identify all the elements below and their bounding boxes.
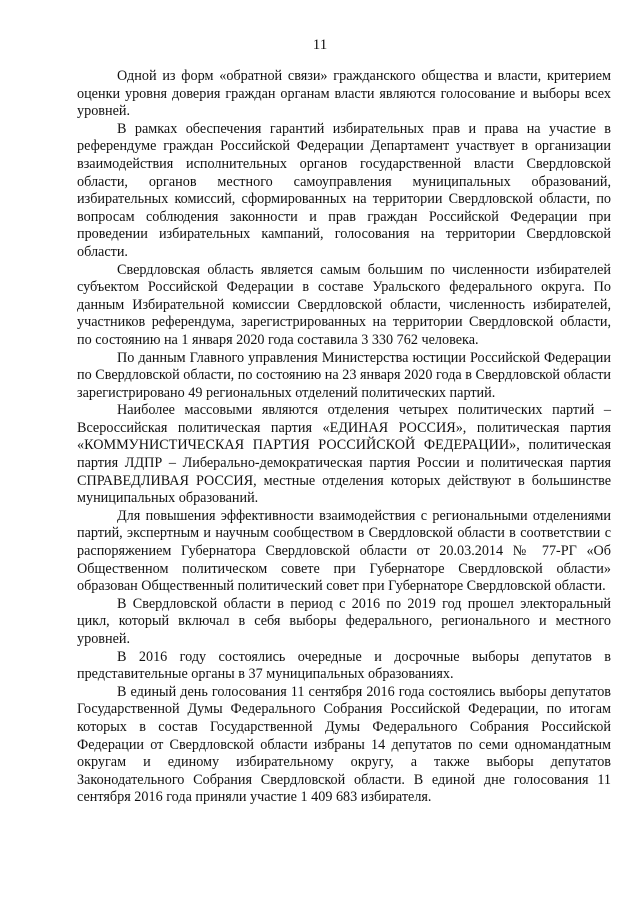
paragraph-department-role: В рамках обеспечения гарантий избирательных прав и права на участие в референдуме граждан Российской Федерации Департамент участвует в организации взаимодействия исполнительных органов государственной власти Свердловской области, органов местного самоуправления муниципальных образований, избирательных комиссий, сформированных на территории Свердловской области, по вопросам соблюдения законности и прав граждан Российской Федерации при проведении избирательных кампаний, голосования на территории Свердловской области. xyxy=(77,120,611,260)
paragraph-voter-count: Свердловская область является самым большим по численности избирателей субъектом Российской Федерации в составе Уральского федерального округа. По данным Избирательной комиссии Свердловской области, численность избирателей, участников референдума, зарегистрированных на территории Свердловской области, по состоянию на 1 января 2020 года составила 3 330 762 человека. xyxy=(77,261,611,348)
paragraph-feedback-elections: Одной из форм «обратной связи» гражданского общества и власти, критерием оценки уровня доверия граждан органам власти являются голосование и выборы всех уровней. xyxy=(77,68,611,120)
paragraph-2016-municipal: В 2016 году состоялись очередные и досрочные выборы депутатов в представительные органы в 37 муниципальных образованиях. xyxy=(77,648,611,683)
paragraph-2016-state-duma: В единый день голосования 11 сентября 2016 года состоялись выборы депутатов Государственной Думы Федерального Собрания Российской Федерации, по итогам которых в состав Государственной Думы Федерального Собрания Российской Федерации от Свердловской области избраны 14 депутатов по семи одномандатным округам и единому избирательному округу, а также выборы депутатов Законодательного Собрания Свердловской области. В единой дне голосования 11 сентября 2016 года приняли участие 1 409 683 избирателя. xyxy=(77,683,611,806)
paragraph-major-parties: Наиболее массовыми являются отделения четырех политических партий – Всероссийская политическая партия «ЕДИНАЯ РОССИЯ», политическая партия «КОММУНИСТИЧЕСКАЯ ПАРТИЯ РОССИЙСКОЙ ФЕДЕРАЦИИ», политическая партия ЛДПР – Либерально-демократическая партия России и политическая партия СПРАВЕДЛИВАЯ РОССИЯ, местные отделения которых действуют в большинстве муниципальных образований. xyxy=(77,402,611,507)
paragraph-electoral-cycle: В Свердловской области в период с 2016 по 2019 год прошел электоральный цикл, который включал в себя выборы федерального, регионального и местного уровней. xyxy=(77,595,611,647)
page-number: 11 xyxy=(312,37,328,53)
paragraph-registered-parties: По данным Главного управления Министерства юстиции Российской Федерации по Свердловской области, по состоянию на 23 января 2020 года в Свердловской области зарегистрировано 49 региональных отделений политических партий. xyxy=(77,349,611,401)
paragraph-public-council: Для повышения эффективности взаимодействия с региональными отделениями партий, экспертным и научным сообществом в Свердловской области в соответствии с распоряжением Губернатора Свердловской области от 20.03.2014 № 77-РГ «Об Общественном политическом совете при Губернаторе Свердловской области» образован Общественный политический совет при Губернаторе Свердловской области. xyxy=(77,507,611,595)
document-body xyxy=(77,68,611,807)
